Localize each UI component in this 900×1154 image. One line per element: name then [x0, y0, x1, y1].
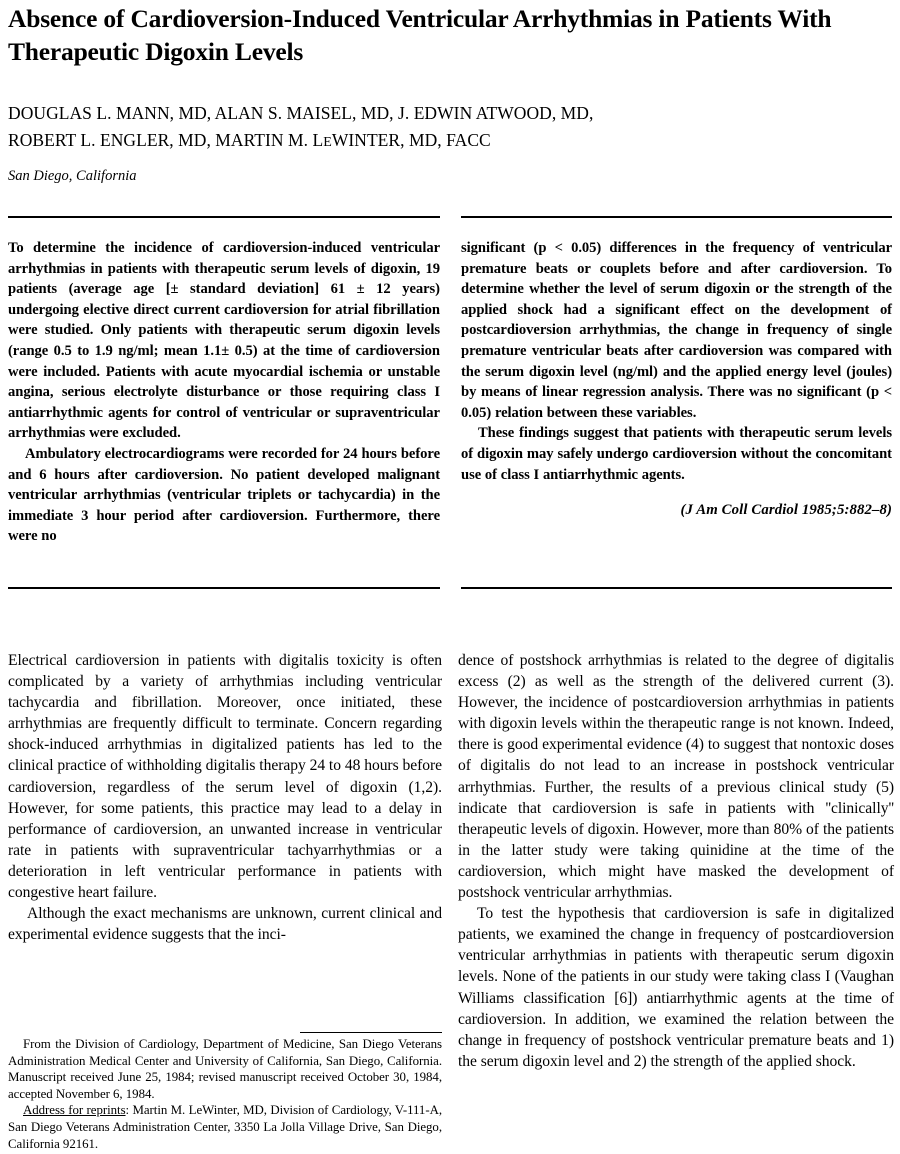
abstract-paragraph: These findings suggest that patients with therapeutic serum levels of digoxin may safely undergo cardioversion without the concomitant use of class I antiarrhythmic agents. [461, 425, 892, 483]
abstract-rule-bottom-left [8, 587, 440, 589]
author-line-2-part1: ROBERT L. ENGLER, MD, MARTIN M. L [8, 130, 324, 150]
authors-block [8, 100, 886, 186]
body-column-right [458, 650, 894, 1072]
footnote-reprints-text: : Martin M. LeWinter, MD, Division of Cardiology, V-111-A, San Diego Veterans Administration Center, 3350 La Jolla Village Drive, San Diego, California 92161. [8, 1103, 443, 1151]
abstract-column-left [8, 216, 440, 547]
footnote-reprints-label: Address for reprints [23, 1103, 126, 1118]
footnote-block [8, 1036, 442, 1152]
footnote-reprints [8, 1102, 442, 1152]
body-paragraph: To test the hypothesis that cardioversion is safe in digitalized patients, we examined the change in frequency of postcardioversion ventricular arrhythmias in patients with therapeutic serum digoxin levels. None of the patients in our study were taking class I (Vaughan Williams classification [6]) antiarrhythmic agents at the time of cardioversion. In addition, we examined the relation between the change in frequency of postshock ventricular premature beats and 1) the serum digoxin level and 2) the strength of the applied shock. [458, 905, 894, 1070]
author-line-2 [8, 127, 886, 156]
abstract-body-left [8, 218, 440, 547]
footnote-paragraph: From the Division of Cardiology, Department of Medicine, San Diego Veterans Administration Medical Center and University of California, San Diego, California. Manuscript received June 25, 1984; revised manuscript received October 30, 1984, accepted November 6, 1984. [8, 1037, 442, 1101]
abstract-column-right [461, 216, 892, 519]
affiliation: San Diego, California [8, 168, 137, 184]
body-paragraph: dence of postshock arrhythmias is related to the degree of digitalis excess (2) as well as the strength of the delivered current (3). However, the incidence of postcardioversion arrhythmias in patients with digoxin levels within the therapeutic range is not known. Indeed, there is good experimental evidence (4) to suggest that nontoxic doses of digitalis do not lead to an increase in postshock ventricular arrhythmias. Further, the results of a previous clinical study (5) indicate that cardioversion is safe in patients with ''clinically'' therapeutic levels of digoxin. However, more than 80% of the patients in the latter study were taking quinidine at the time of the cardioversion, which might have masked the development of postshock ventricular arrhythmias. [458, 652, 894, 902]
footnote-divider [300, 1032, 442, 1033]
page-title: Absence of Cardioversion-Induced Ventricular Arrhythmias in Patients With Therapeutic Digoxin Levels [8, 4, 832, 66]
author-line-2-part2: WINTER, MD, FACC [331, 130, 491, 150]
author-line-1: DOUGLAS L. MANN, MD, ALAN S. MAISEL, MD, J. EDWIN ATWOOD, MD, [8, 103, 594, 123]
title-block [8, 2, 886, 68]
abstract-rule-bottom-right [461, 587, 892, 589]
abstract-body-right [461, 218, 892, 519]
abstract-paragraph: To determine the incidence of cardioversion-induced ventricular arrhythmias in patients with therapeutic serum levels of digoxin, 19 patients (average age [± standard deviation] 61 ± 12 years) undergoing elective direct current cardioversion for atrial fibrillation were studied. Only patients with therapeutic serum digoxin levels (range 0.5 to 1.9 ng/ml; mean 1.1± 0.5) at the time of cardioversion were included. Patients with acute myocardial ischemia or unstable angina, serious electrolyte disturbance or those requiring class I antiarrhythmic agents for control of ventricular or supraventricular arrhythmias were excluded. [8, 240, 440, 442]
journal-citation: (J Am Coll Cardiol 1985;5:882–8) [680, 502, 892, 519]
author-line-2-smallcap: E [323, 135, 332, 150]
abstract-paragraph: Ambulatory electrocardiograms were recorded for 24 hours before and 6 hours after cardioversion. No patient developed malignant ventricular arrhythmias (ventricular triplets or tachycardia) in the immediate 3 hour period after cardioversion. Furthermore, there were no [8, 445, 440, 545]
abstract-paragraph: significant (p < 0.05) differences in the frequency of ventricular premature beats or couplets before and after cardioversion. To determine whether the level of serum digoxin or the strength of the applied shock had a significant effect on the development of postcardioversion arrhythmias, the change in frequency of single premature ventricular beats after cardioversion was compared with the serum digoxin level (ng/ml) and the applied energy level (joules) by means of linear regression analysis. There was no significant (p < 0.05) relation between these variables. [461, 240, 892, 421]
body-paragraph: Although the exact mechanisms are unknown, current clinical and experimental evidence suggests that the inci- [8, 905, 442, 944]
abstract-section [0, 216, 900, 596]
body-paragraph: Electrical cardioversion in patients with digitalis toxicity is often complicated by a variety of arrhythmias including ventricular tachycardia and fibrillation. Moreover, once initiated, these arrhythmias are frequently difficult to terminate. Concern regarding shock-induced arrhythmias in digitalized patients has led to the clinical practice of withholding digitalis therapy 24 to 48 hours before cardioversion, regardless of the serum level of digoxin (1,2). However, for some patients, this practice may lead to a delay in performance of cardioversion, an unwanted increase in ventricular rate in patients with supraventricular tachyarrhythmias or a deterioration in left ventricular performance in patients with congestive heart failure. [8, 652, 442, 902]
body-column-left [8, 650, 442, 945]
